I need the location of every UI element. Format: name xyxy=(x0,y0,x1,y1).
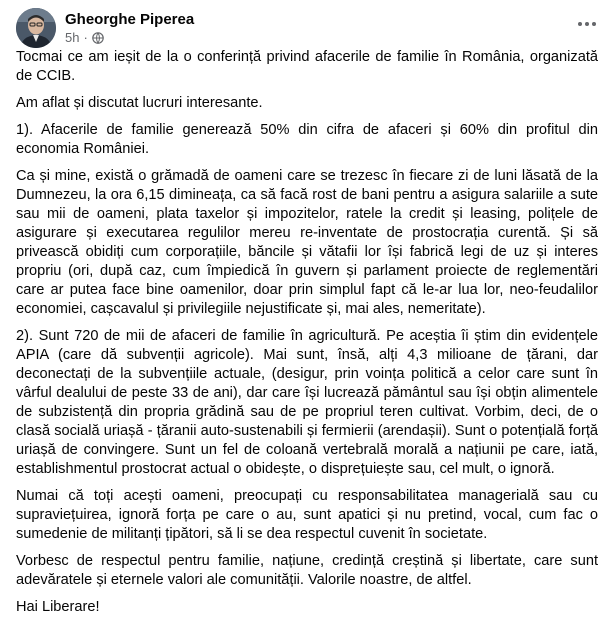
post-meta xyxy=(65,8,194,46)
post-paragraph: 2). Sunt 720 de mii de afaceri de familie în agricultură. Pe aceștia îi știm din evidențele APIA (care dă subvenții agricole). Mai sunt, însă, alți 4,3 milioane de țărani, dar deconectați de la subvențiile actuale, (desigur, prin voința politică a celor care sunt în vârful dealului de peste 33 de ani), dar care își lucrează pământul sau își obțin alimentele de subzistență din propria grădină sau de pe propriul teren cultivat. Vorbim, deci, de o clasă socială uriașă - țăranii auto-sustenabili și fermierii (arendașii). Sunt o potențială forță uriașă de convingere. Sunt un fel de coloană vertebrală morală a națiunii pe care, iată, establishmentul prostocrat actual o obidește, o disprețuiește sau, cel mult, o ignoră. xyxy=(16,328,598,477)
more-options-icon xyxy=(577,14,597,32)
separator-dot: · xyxy=(83,30,88,45)
author-name[interactable]: Gheorghe Piperea xyxy=(65,11,195,28)
post-paragraph: Ca și mine, există o grămadă de oameni care se trezesc în fiecare zi de luni lăsată de la Dumnezeu, la ora 6,15 dimineața, ca să facă rost de bani pentru a asigura salariile a sute sau mii de oameni, plata taxelor și impozitelor, ratele la credit și leasing, polițele de asigurare și executarea regulilor mereu re-inventate de prostocrația curentă. Și să privească obidiți cum corporațiile, băncile și vătafii lor își fabrică legi de uz și interes propriu (ori, după caz, cum împiedică în guvern și parlament proiecte de reglementări care ar putea face bine oamenilor, doar prin simplul fapt că le-ar lua lor, neo-feudalilor economiei, cașcavalul și privilegiile nejustificate și, mai ales, nemeritate). xyxy=(16,168,598,317)
more-options-button[interactable] xyxy=(576,12,598,34)
post-paragraph: Am aflat și discutat lucruri interesante. xyxy=(16,95,263,111)
author-avatar[interactable] xyxy=(16,8,56,48)
post-paragraph: Numai că toți acești oameni, preocupați cu responsabilitatea managerială sau cu supraviețuirea, ignoră forța pe care o au, sunt apatici și nu pretind, vocal, cum fac o sumedenie de militanți țipători, să li se dea respectul cuvenit în societate. xyxy=(16,488,598,542)
post-paragraph: Vorbesc de respectul pentru familie, națiune, credință creștină și libertate, care sunt adevăratele și eternele valori ale comunității. Valorile noastre, de altfel. xyxy=(16,553,598,588)
post-paragraph: Hai Liberare! xyxy=(16,599,100,615)
globe-icon xyxy=(92,32,104,44)
post-body xyxy=(16,48,598,617)
post-paragraph: Tocmai ce am ieșit de la o conferință privind afacerile de familie în România, organizată de CCIB. xyxy=(16,49,598,84)
avatar-image xyxy=(16,8,56,48)
post-timestamp[interactable]: 5h xyxy=(65,30,80,45)
post-header xyxy=(16,0,598,48)
post-paragraph: 1). Afacerile de familie generează 50% din cifra de afaceri și 60% din profitul din economia României. xyxy=(16,122,598,157)
post-time-row xyxy=(65,30,194,46)
